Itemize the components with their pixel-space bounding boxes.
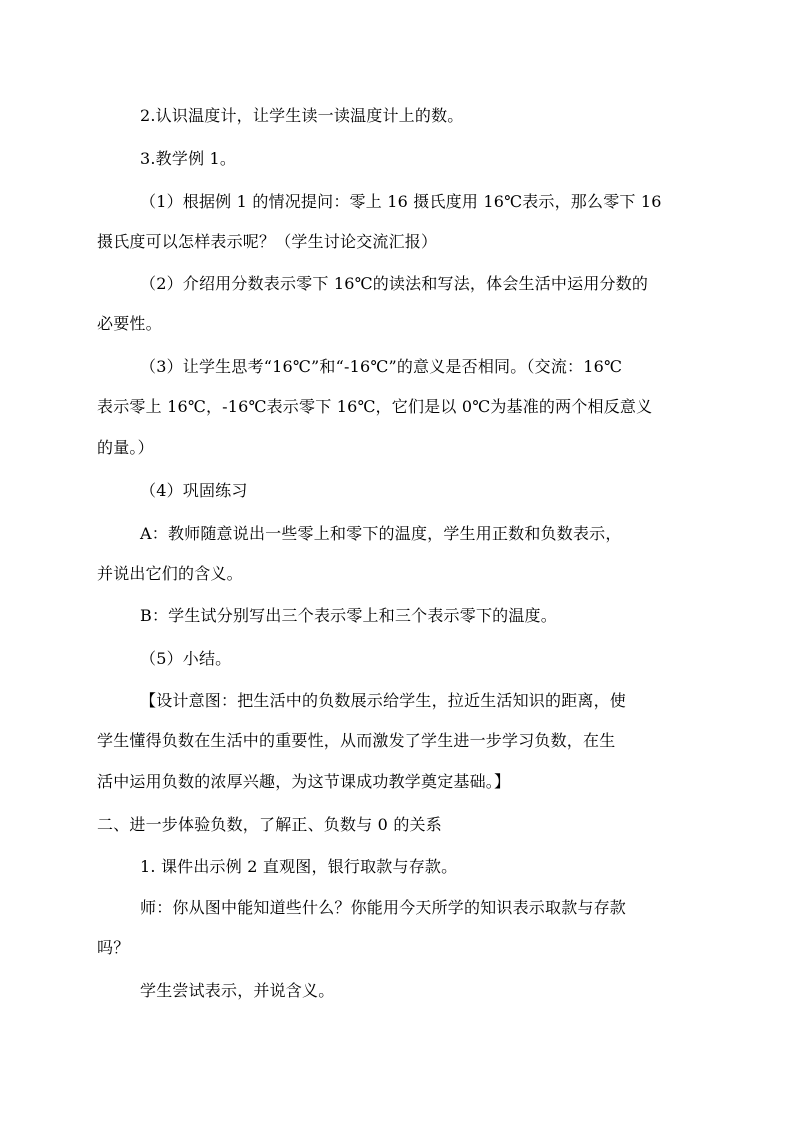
paragraph-line: 1. 课件出示例 2 直观图，银行取款与存款。 [140,857,458,876]
paragraph-line: 吗？ [97,938,130,957]
paragraph-line: 学生尝试表示，并说含义。 [140,981,335,1000]
section-heading: 二、进一步体验负数，了解正、负数与 0 的关系 [97,815,442,834]
paragraph-line: 【设计意图：把生活中的负数展示给学生，拉近生活知识的距离，使 [140,691,627,710]
paragraph-line: A：教师随意说出一些零上和零下的温度，学生用正数和负数表示， [140,524,622,543]
paragraph-line: 摄氏度可以怎样表示呢？（学生讨论交流汇报） [97,232,438,251]
paragraph-line: 师：你从图中能知道些什么？你能用今天所学的知识表示取款与存款 [140,898,627,917]
paragraph-line: （1）根据例 1 的情况提问：零上 16 摄氏度用 16℃表示，那么零下 16 [140,192,662,211]
paragraph-line: 并说出它们的含义。 [97,564,243,583]
paragraph-line: 表示零上 16℃，-16℃表示零下 16℃，它们是以 0℃为基准的两个相反意义 [97,397,653,416]
paragraph-line: 2.认识温度计，让学生读一读温度计上的数。 [140,106,464,125]
paragraph-line: 必要性。 [97,314,162,333]
paragraph-line: （5）小结。 [140,649,232,668]
paragraph-line: 活中运用负数的浓厚兴趣，为这节课成功教学奠定基础。】 [97,772,511,791]
paragraph-line: （2）介绍用分数表示零下 16℃的读法和写法，体会生活中运用分数的 [140,274,649,293]
paragraph-line: 的量。） [97,438,154,457]
paragraph-line: 学生懂得负数在生活中的重要性，从而激发了学生进一步学习负数，在生 [97,731,616,750]
paragraph-line: （3）让学生思考“16℃”和“-16℃”的意义是否相同。（交流：16℃ [140,357,623,376]
paragraph-line: （4）巩固练习 [140,481,248,500]
paragraph-line: B：学生试分别写出三个表示零上和三个表示零下的温度。 [140,606,557,625]
paragraph-line: 3.教学例 1。 [140,149,237,168]
